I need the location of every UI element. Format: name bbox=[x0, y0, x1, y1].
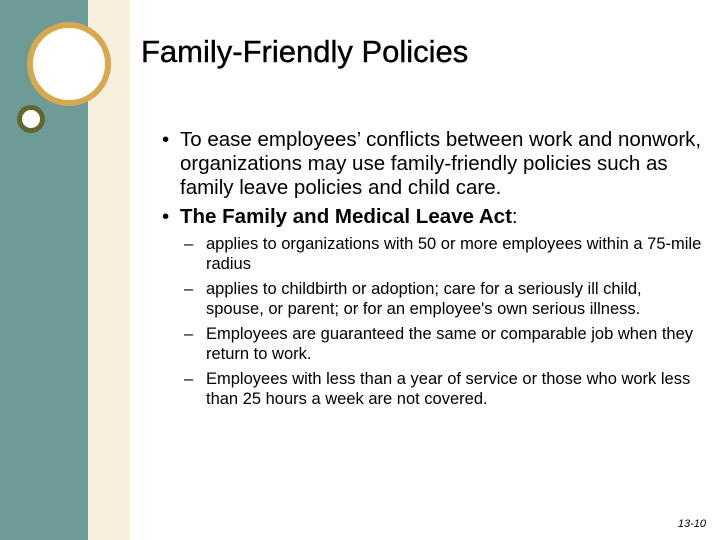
sub-bullet-item bbox=[184, 234, 702, 274]
fmla-sub-list bbox=[184, 234, 702, 409]
bullet-item-policies bbox=[162, 128, 702, 200]
dot-circle-icon bbox=[17, 105, 45, 133]
bullet-item-fmla bbox=[162, 205, 702, 229]
sub-bullet-item bbox=[184, 324, 702, 364]
sub-bullet-item bbox=[184, 369, 702, 409]
ring-circle-icon bbox=[27, 22, 111, 106]
page-number: 13-10 bbox=[677, 518, 706, 530]
sub-bullet-text: Employees are guaranteed the same or comparable job when they return to work. bbox=[206, 325, 694, 363]
bullet-text: To ease employees’ conflicts between work and nonwork, organizations may use family-friendly policies such as family leave policies and child care. bbox=[180, 128, 702, 199]
sub-bullet-item bbox=[184, 279, 702, 319]
sub-bullet-text: applies to organizations with 50 or more employees within a 75-mile radius bbox=[206, 235, 702, 273]
bullet-marker: • bbox=[162, 128, 170, 151]
fmla-heading: The Family and Medical Leave Act bbox=[180, 205, 512, 228]
sub-bullet-text: applies to childbirth or adoption; care for a seriously ill child, spouse, or parent; or for an employee's own serious illness. bbox=[206, 280, 642, 318]
sub-bullet-marker: – bbox=[184, 280, 194, 298]
slide-content bbox=[162, 128, 702, 414]
sub-bullet-marker: – bbox=[184, 235, 194, 253]
bullet-marker: • bbox=[162, 205, 170, 228]
fmla-colon: : bbox=[511, 205, 518, 228]
sub-bullet-marker: – bbox=[184, 325, 194, 343]
sub-bullet-text: Employees with less than a year of service or those who work less than 25 hours a week are not covered. bbox=[206, 370, 691, 408]
slide-title: Family-Friendly Policies bbox=[141, 34, 469, 69]
sub-bullet-marker: – bbox=[184, 370, 194, 388]
